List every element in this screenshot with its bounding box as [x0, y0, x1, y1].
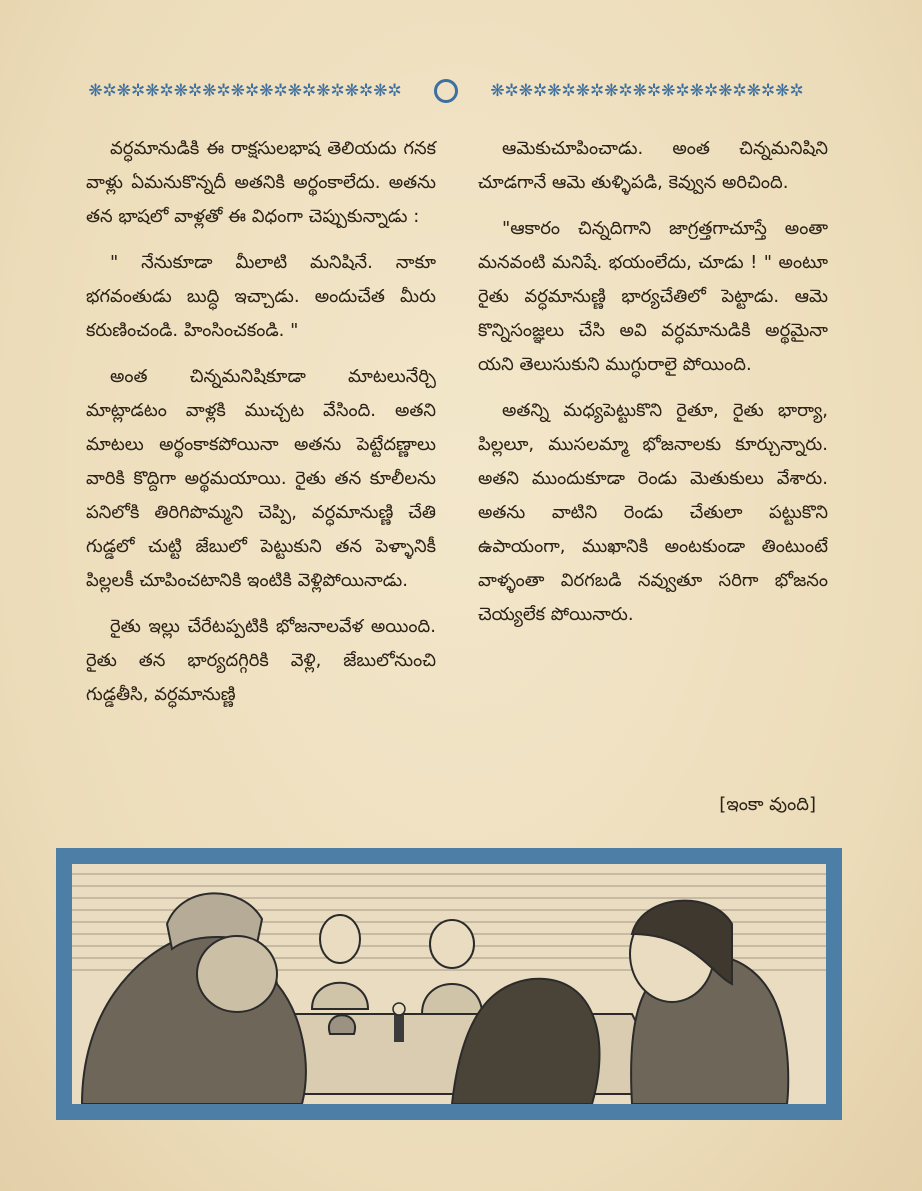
right-text-column	[478, 132, 828, 644]
paragraph: అంత చిన్నమనిషికూడా మాటలునేర్చి మాట్లాడటం వాళ్లకి ముచ్చట వేసింది. అతని మాటలు అర్థంకాకపోయినా అతను పెట్టేదణ్ణాలు వారికి కొద్దిగా అర్థమయాయి. రైతు తన కూలీలను పనిలోకి తిరిగిపొమ్మని చెప్పి, వర్ధమానుణ్ణి చేతి గుడ్డలో చుట్టి జేబులో పెట్టుకుని తన పెళ్ళానికీ పిల్లలకీ చూపించటానికి ఇంటికి వెళ్లిపోయినాడు.	[86, 366, 436, 591]
family-dinner-illustration	[72, 864, 826, 1104]
paragraph: రైతు ఇల్లు చేరేటప్పటికి భోజనాలవేళ అయింది. రైతు తన భార్యదగ్గిరికి వెళ్లి, జేబులోనుంచి గుడ్డతీసి, వర్ధమానుణ్ణి	[86, 616, 436, 705]
paragraph: ఆమెకుచూపించాడు. అంత చిన్నమనిషిని చూడగానే ఆమె తుళ్ళిపడి, కెవ్వున అరిచింది.	[478, 138, 828, 193]
paragraph: " నేనుకూడా మీలాటి మనిషినే. నాకూ భగవంతుడు బుద్ధి ఇచ్చాడు. అందుచేత మీరు కరుణించండి. హింసించకండి. "	[86, 252, 436, 341]
paragraph: అతన్ని మధ్యపెట్టుకొని రైతూ, రైతు భార్యా, పిల్లలూ, ముసలమ్మా భోజనాలకు కూర్చున్నారు. అతని ముందుకూడా రెండు మెతుకులు వేశారు. అతను వాటిని రెండు చేతులా పట్టుకొని ఉపాయంగా, ముఖానికి అంటకుండా తింటుంటే వాళ్ళంతా విరగబడి నవ్వుతూ సరిగా భోజనం చెయ్యలేక పోయినారు.	[478, 400, 828, 625]
border-pattern-left: ❋✲❋✲❋✲❋✲❋✲❋✲❋✲❋✲❋✲❋✲❋✲	[88, 81, 402, 101]
border-center-ring-icon	[434, 79, 458, 103]
continued-label: [ఇంకా వుంది]	[719, 794, 816, 815]
paragraph: వర్ధమానుడికి ఈ రాక్షసులభాష తెలియదు గనక వాళ్లు ఏమనుకొన్నదీ అతనికి అర్థంకాలేదు. అతను తన భాషలో వాళ్లతో ఈ విధంగా చెప్పుకున్నాడు :	[86, 138, 436, 227]
border-pattern-right: ❋✲❋✲❋✲❋✲❋✲❋✲❋✲❋✲❋✲❋✲❋✲	[490, 81, 804, 101]
story-illustration	[56, 848, 842, 1120]
paragraph: "ఆకారం చిన్నదిగాని జాగ్రత్తగాచూస్తే అంతా మనవంటి మనిషే. భయంలేదు, చూడు ! " అంటూ రైతు వర్ధమానుణ్ణి భార్యచేతిలో పెట్టాడు. ఆమె కొన్నిసంజ్ఞలు చేసి అవి వర్ధమానుడికి అర్థమైనా యని తెలుసుకుని ముగ్ధురాలై పోయింది.	[478, 218, 828, 375]
decorative-border	[62, 76, 830, 106]
left-text-column	[86, 132, 436, 724]
